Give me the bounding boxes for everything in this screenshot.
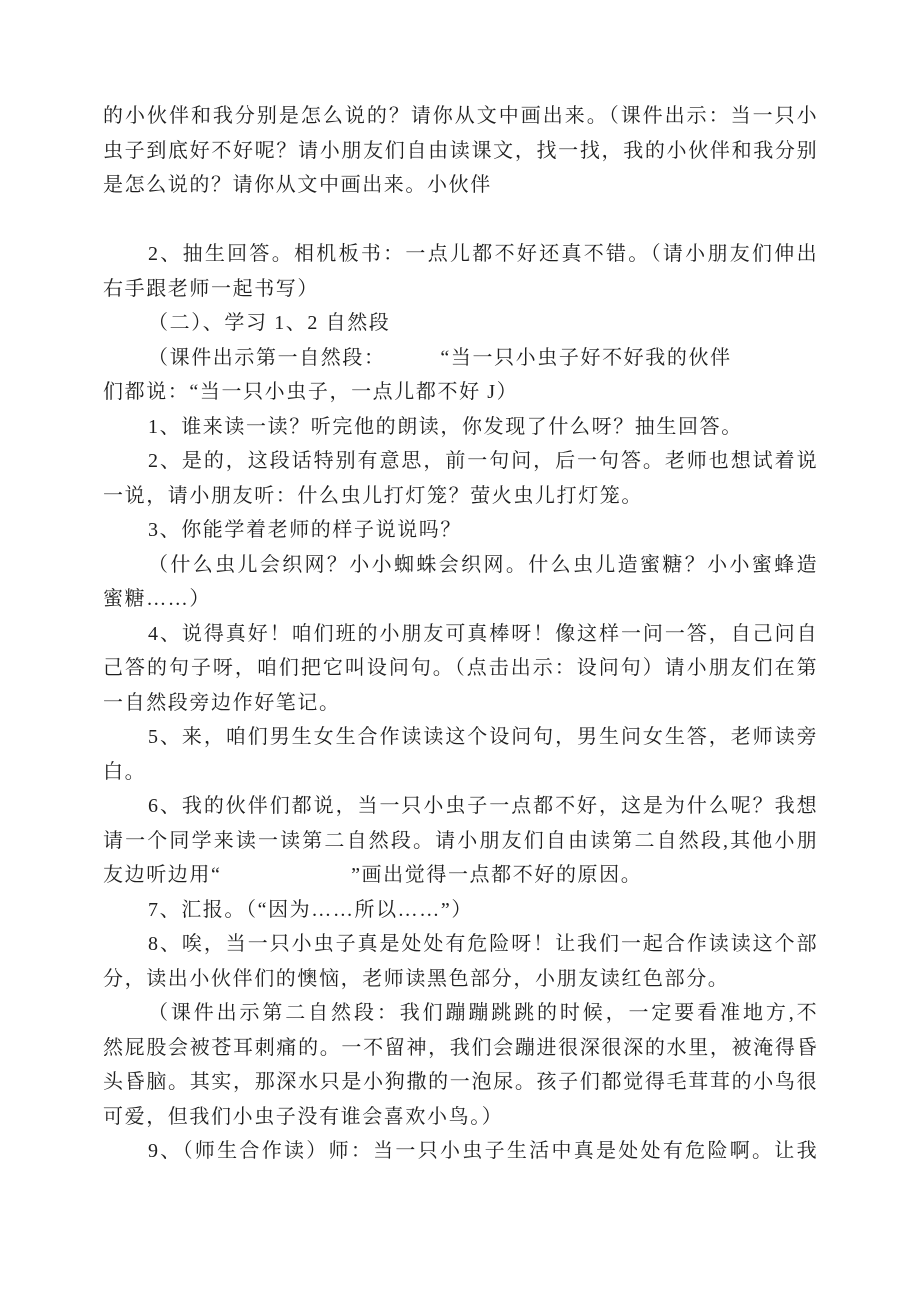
text-line: 6、我的伙伴们都说，当一只小虫子一点都不好，这是为什么呢？我想 (148, 795, 817, 817)
text-line: 右手跟老师一起书写） (103, 277, 319, 300)
text-line: 请一个同学来读一读第二自然段。请小朋友们自由读第二自然段,其他小朋 (103, 829, 817, 852)
text-line: 4、说得真好！咱们班的小朋友可真棒呀！像这样一问一答，自己问自 (148, 622, 817, 645)
text-line: 3、你能学着老师的样子说说吗？ (148, 519, 462, 541)
text-line: 是怎么说的？请你从文中画出来。小伙伴 (103, 174, 492, 196)
text-line: 分，读出小伙伴们的懊恼，老师读黑色部分，小朋友读红色部分。 (103, 967, 730, 990)
text-body (103, 99, 817, 1169)
text-line: 友边听边用“ ”画出觉得一点都不好的原因。 (103, 864, 643, 886)
text-line: 一自然段旁边作好笔记。 (103, 691, 341, 714)
text-line: 1、谁来读一读？听完他的朗读，你发现了什么呀？抽生回答。 (148, 415, 743, 438)
text-line: 白。 (103, 760, 147, 783)
text-line: 7、汇报。（“因为……所以……”） (148, 898, 473, 921)
text-line: 可爱，但我们小虫子没有谁会喜欢小鸟。） (103, 1105, 504, 1128)
text-line: 2、是的，这段话特别有意思，前一句问，后一句答。老师也想试着说 (148, 450, 817, 472)
text-line: （什么虫儿会织网？小小蜘蛛会织网。什么虫儿造蜜糖？小小蜜蜂造 (148, 553, 817, 576)
text-line: 们都说：“当一只小虫子，一点儿都不好 J） (103, 381, 519, 403)
text-line: 己答的句子呀，咱们把它叫设问句。（点击出示：设问句）请小朋友们在第 (103, 657, 817, 679)
text-line: （二）、学习 1、2 自然段 (148, 312, 391, 334)
text-line: （课件出示第二自然段：我们蹦蹦跳跳的时候，一定要看准地方,不 (148, 1002, 817, 1024)
text-line: 蜜糖……） (103, 588, 211, 610)
text-line: 头昏脑。其实，那深水只是小狗撒的一泡尿。孩子们都觉得毛茸茸的小鸟很 (103, 1071, 817, 1093)
text-line: 虫子到底好不好呢？请小朋友们自由读课文，找一找，我的小伙伴和我分别 (103, 139, 817, 162)
text-line: 5、来，咱们男生女生合作读读这个设问句，男生问女生答，老师读旁 (148, 726, 817, 748)
text-line: 9、（师生合作读）师：当一只小虫子生活中真是处处有危险啊。让我 (148, 1140, 817, 1162)
text-line: 一说，请小朋友听：什么虫儿打灯笼？萤火虫儿打灯笼。 (103, 484, 643, 507)
text-line: 8、唉，当一只小虫子真是处处有危险呀！让我们一起合作读读这个部 (148, 933, 817, 955)
blank-line (103, 203, 817, 238)
text-line: 的小伙伴和我分别是怎么说的？请你从文中画出来。（课件出示：当一只小 (103, 105, 817, 127)
text-line: （课件出示第一自然段： “当一只小虫子好不好我的伙伴 (148, 346, 732, 369)
text-line: 然屁股会被苍耳刺痛的。一不留神，我们会蹦进很深很深的水里，被淹得昏 (103, 1036, 817, 1059)
text-line: 2、抽生回答。相机板书：一点儿都不好还真不错。（请小朋友们伸出 (148, 243, 817, 265)
